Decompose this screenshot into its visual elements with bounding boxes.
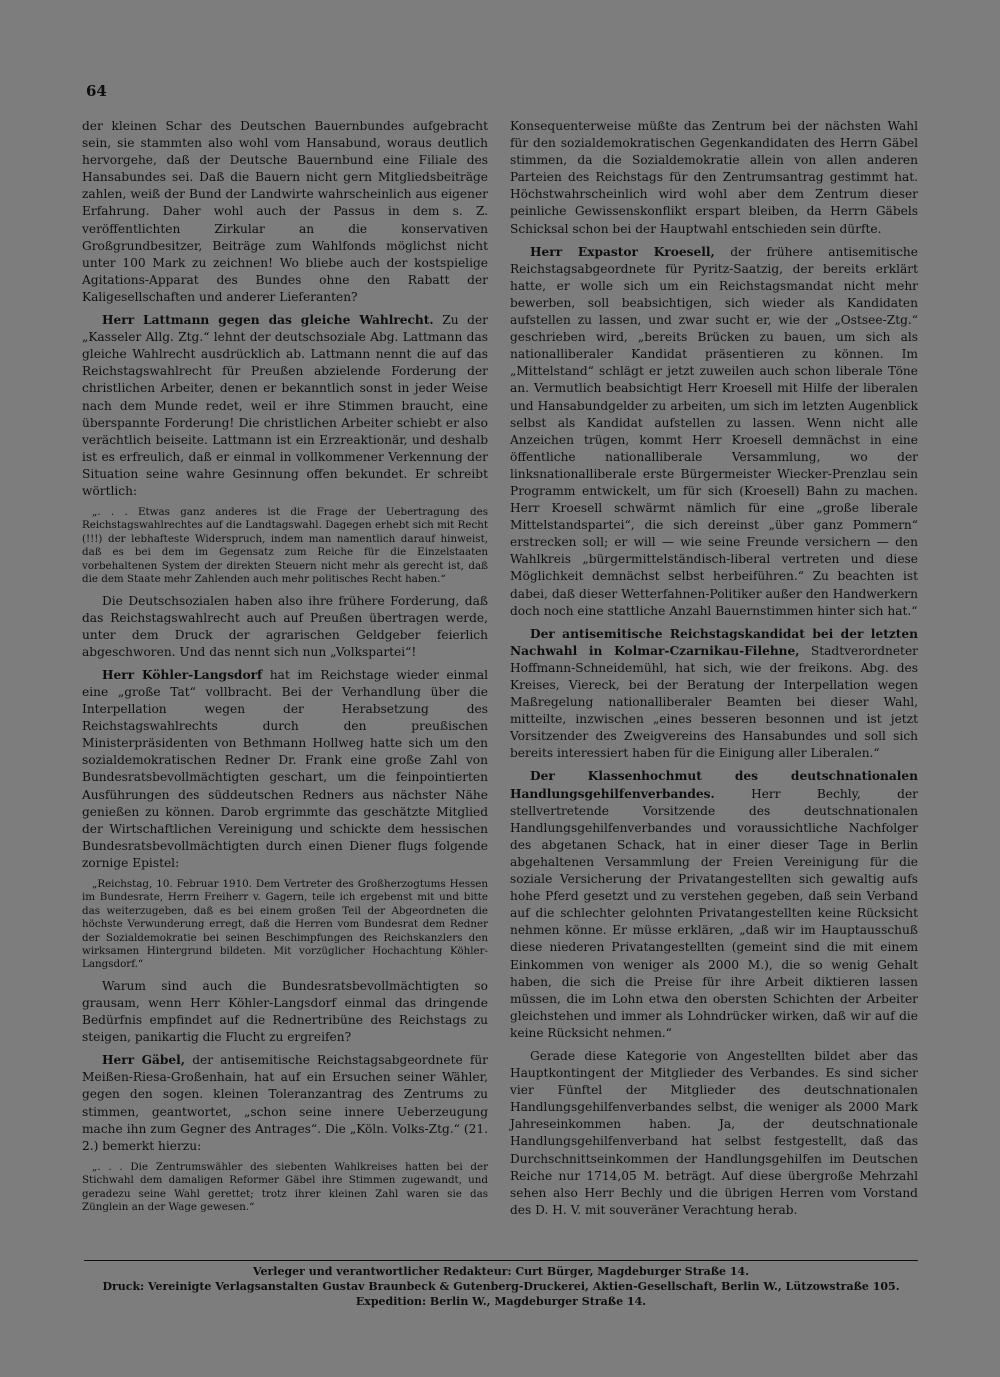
quoted-passage: „. . . Die Zentrumswähler des siebenten Wahlkreises hatten bei der Stichwahl dem damaligen Reformer Gäbel ihre Stimmen zugewandt, und geradezu seine Wahl gerettet; trotz ihrer kleinen Zahl waren sie das Zünglein an der Wage gewesen.“ bbox=[82, 1160, 488, 1213]
imprint-publisher: Verleger und verantwortlicher Redakteur: Curt Bürger, Magdeburger Straße 14. bbox=[252, 1265, 750, 1278]
article-paragraph: Herr Lattmann gegen das gleiche Wahlrecht. Zu der „Kasseler Allg. Ztg.“ lehnt der deutschsoziale Abg. Lattmann das gleiche Wahlrecht ausdrücklich ab. Lattmann nennt die auf das Reichstagswahlrecht für Preußen abzielende Forderung der christlichen Arbeiter, denen er bekanntlich sonst in jeder Weise nach dem Munde redet, weil er ihre Stimmen braucht, eine überspannte Forderung! Die christlichen Arbeiter schiebt er also verächtlich beiseite. Lattmann ist ein Erzreaktionär, und deshalb ist es erfreulich, daß er einmal in vollkommener Verkennung der Situation seine wahre Gesinnung offen bekundet. Er schreibt wörtlich: bbox=[82, 313, 488, 498]
article-heading: Der antisemitische Reichstagskandidat bei der letzten Nachwahl in Kolmar-Czarnikau-Filehne, bbox=[510, 626, 918, 658]
left-column bbox=[82, 118, 488, 1220]
article-paragraph: Der antisemitische Reichstagskandidat bei der letzten Nachwahl in Kolmar-Czarnikau-Filehne, Stadtverordneter Hoffmann-Schneidemühl, hat sich, wie der freikons. Abg. des Kreises, Viereck, bei der Beratung der Interpellation wegen Maßregelung nationalliberaler Beamten bei dieser Wahl, mitteilte, inzwischen „eines besseren besonnen und ist jetzt Vorsitzender des Zweigvereins des Hansabundes und soll sich bereits interessiert haben für die Einigung aller Liberalen.“ bbox=[510, 626, 918, 761]
quoted-passage: „. . . Etwas ganz anderes ist die Frage der Uebertragung des Reichstagswahlrechtes auf die Landtagswahl. Dagegen erhebt sich mit Recht (!!!) der lebhafteste Widerspruch, indem man namentlich darauf hinweist, daß es bei dem im Gegensatz zum Reiche für die Einzelstaaten vorbehaltenen System der direkten Steuern nicht mehr als gerecht ist, daß die dem Staate mehr Zahlenden auch mehr politisches Recht haben.“ bbox=[82, 506, 488, 586]
article-paragraph: Gerade diese Kategorie von Angestellten bildet aber das Hauptkontingent der Mitglieder des Verbandes. Es sind sicher vier Fünftel der Mitglieder des deutschnationalen Handlungsgehilfenverbandes selbst, die weniger als 2000 Mark Jahreseinkommen haben. Ja, der deutschnationale Handlungsgehilfenverband hat selbst festgestellt, daß das Durchschnittseinkommen der Handlungsgehilfen im Deutschen Reiche nur 1714,05 M. beträgt. Auf diese übergroße Mehrzahl sehen also Herr Bechly und die übrigen Herren vom Vorstand des D. H. V. mit souveräner Verachtung herab. bbox=[510, 1048, 918, 1217]
right-column bbox=[510, 118, 918, 1225]
article-heading: Herr Expastor Kroesell, bbox=[530, 244, 715, 259]
article-paragraph: Herr Expastor Kroesell, der frühere antisemitische Reichstagsabgeordnete für Pyritz-Saatzig, der bereits erklärt hatte, er wolle sich um ein Reichstagsmandat nicht mehr bewerben, soll beabsichtigen, sich wieder als Kandidaten aufstellen zu lassen, und zwar sucht er, wie der „Ostsee-Ztg.“ geschrieben wird, „bereits Brücken zu bauen, um sich als nationalliberaler Kandidat präsentieren zu können. Im „Mittelstand“ schlägt er jetzt zuweilen auch schon liberale Töne an. Vermutlich beabsichtigt Herr Kroesell mit Hilfe der liberalen und Hansabundgelder zu arbeiten, um sich im letzten Augenblick selbst als Kandidat aufstellen zu lassen. Wenn nicht alle Anzeichen trügen, kommt Herr Kroesell demnächst in eine öffentliche nationalliberale Versammlung, wo der linksnationalliberale erste Bürgermeister Wiecker-Prenzlau sein Programm entwickelt, um für sich (Kroesell) Bahn zu machen. Herr Kroesell schwärmt nämlich für eine „große liberale Mittelstandspartei“, die sich dereinst „über ganz Pommern“ erstrecken soll; er will — wie seine Freunde versichern — den Wahlkreis „bürgermittelständisch-liberal vertreten und diese Möglichkeit demnächst selbst herbeiführen.“ Zu beachten ist dabei, daß dieser Wetterfahnen-Politiker außer den Handwerkern doch noch eine stattliche Anzahl Bauernstimmen hinter sich hat.“ bbox=[510, 244, 918, 618]
article-paragraph: Herr Gäbel, der antisemitische Reichstagsabgeordnete für Meißen-Riesa-Großenhain, hat auf ein Ersuchen seiner Wähler, gegen den sogen. kleinen Toleranzantrag des Zentrums zu stimmen, geantwortet, „schon seine innere Ueberzeugung mache ihn zum Gegner des Antrages“. Die „Köln. Volks-Ztg.“ (21. 2.) bemerkt hierzu: bbox=[82, 1053, 489, 1153]
article-paragraph: Herr Köhler-Langsdorf hat im Reichstage wieder einmal eine „große Tat“ vollbracht. Bei der Verhandlung über die Interpellation wegen der Herabsetzung des Reichstagswahlrechts durch den preußischen Ministerpräsidenten von Bethmann Hollweg hatte sich um den sozialdemokratischen Redner Dr. Frank eine große Zahl von Bundesratsbevollmächtigten geschart, um die feinpointierten Ausführungen des süddeutschen Redners aus nächster Nähe genießen zu können. Darob ergrimmte das geschätzte Mitglied der Wirtschaftlichen Vereinigung und schickte dem hessischen Bundesratsbevollmächtigten durch einen Diener flugs folgende zornige Epistel: bbox=[82, 667, 489, 870]
page-number: 64 bbox=[86, 82, 107, 100]
article-heading: Der Klassenhochmut des deutschnationalen Handlungsgehilfenverbandes. bbox=[510, 769, 918, 801]
article-paragraph: Der Klassenhochmut des deutschnationalen Handlungsgehilfenverbandes. Herr Bechly, der stellvertretende Vorsitzende des deutschnationalen Handlungsgehilfenverbandes und voraussichtliche Nachfolger des abgetanen Schack, hat in einer dieser Tage in Berlin abgehaltenen Versammlung der Freien Vereinigung für die soziale Versicherung der Privatangestellten sich gewaltig aufs hohe Pferd gesetzt und zu verstehen gegeben, daß sein Verband auf die schlechter gelohnten Privatangestellten keine Rücksicht nehmen könne. Er müsse erklären, „daß wir im Hauptausschuß diese niederen Privatangestellten (gemeint sind die mit einem Einkommen von weniger als 2000 M.), die so wenig Gehalt haben, die sich die Preise für ihre Arbeit diktieren lassen müssen, die im Lohn etwa den obersten Schichten der Arbeiter gleichstehen und immer als Lohndrücker wirken, daß wir auf die keine Rücksicht nehmen.“ bbox=[510, 769, 918, 1040]
imprint-printer: Druck: Vereinigte Verlagsanstalten Gustav Braunbeck & Gutenberg-Druckerei, Aktien-Gesellschaft, Berlin W., Lützowstraße 105. bbox=[102, 1280, 900, 1293]
imprint-footer bbox=[84, 1260, 918, 1309]
article-heading: Herr Gäbel, bbox=[102, 1053, 186, 1068]
article-paragraph: Konsequenterweise müßte das Zentrum bei der nächsten Wahl für den sozialdemokratischen Gegenkandidaten des Herrn Gäbel stimmen, da die Sozialdemokratie allein von allen anderen Parteien des Reichstags für den Zentrumsantrag gestimmt hat. Höchstwahrscheinlich wird wohl aber dem Zentrum dieser peinliche Gewissenskonflikt erspart bleiben, da Herrn Gäbels Schicksal schon bei der Hauptwahl entschieden sein dürfte. bbox=[510, 119, 918, 236]
article-paragraph: Warum sind auch die Bundesratsbevollmächtigten so grausam, wenn Herr Köhler-Langsdorf einmal das dringende Bedürfnis empfindet auf die Rednertribüne des Reichstags zu steigen, panikartig die Flucht zu ergreifen? bbox=[82, 978, 488, 1045]
article-heading: Herr Köhler-Langsdorf bbox=[102, 667, 263, 682]
quoted-passage: „Reichstag, 10. Februar 1910. Dem Vertreter des Großherzogtums Hessen im Bundesrate, Herrn Freiherr v. Gagern, teile ich ergebenst mit und bitte das weiterzugeben, daß es bei einem großen Teil der Abgeordneten die höchste Verwunderung erregt, daß die Herren vom Bundesrat dem Redner der Sozialdemokratie bei seinen Beschimpfungen des Reichskanzlers den wirksamen Hintergrund bildeten. Mit vorzüglicher Hochachtung Köhler-Langsdorf.“ bbox=[82, 878, 488, 971]
article-paragraph: Die Deutschsozialen haben also ihre frühere Forderung, daß das Reichstagswahlrecht auch auf Preußen übertragen werde, unter dem Druck der agrarischen Geldgeber feierlich abgeschworen. Und das nennt sich nun „Volkspartei“! bbox=[82, 593, 488, 659]
article-paragraph: der kleinen Schar des Deutschen Bauernbundes aufgebracht sein, sie stammten also wohl vom Hansabund, woraus deutlich hervorgehe, daß der Deutsche Bauernbund eine Filiale des Hansabundes sei. Daß die Bauern nicht gern Mitgliedsbeiträge zahlen, weiß der Bund der Landwirte wahrscheinlich aus eigener Erfahrung. Daher wohl auch der Passus in dem s. Z. veröffentlichten Zirkular an die konservativen Großgrundbesitzer, Beiträge zum Wahlfonds möglichst nicht unter 100 Mark zu zeichnen! Wo bliebe auch der kostspielige Agitations-Apparat des Bundes ohne den Rabatt der Kaligesellschaften und anderer Lieferanten? bbox=[82, 119, 488, 304]
imprint-expedition: Expedition: Berlin W., Magdeburger Straße 14. bbox=[355, 1295, 647, 1308]
article-heading: Herr Lattmann gegen das gleiche Wahlrecht. bbox=[102, 313, 434, 328]
